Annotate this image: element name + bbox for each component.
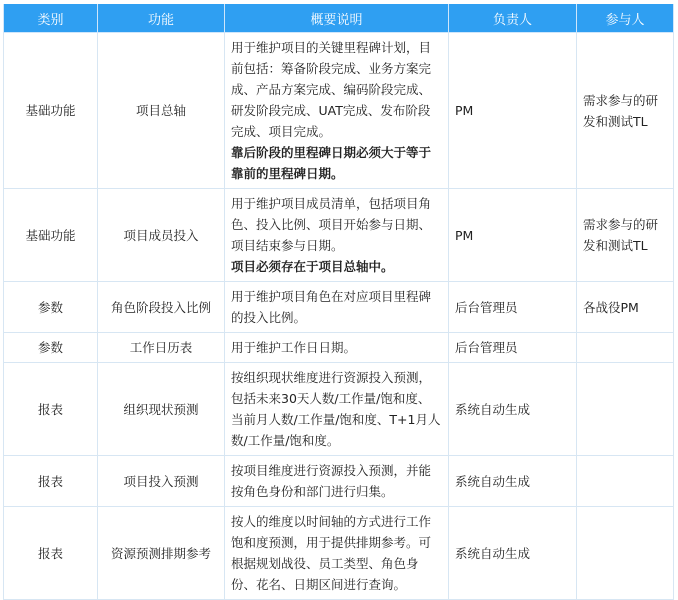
- cell-participant: 需求参与的研发和测试TL: [577, 189, 674, 282]
- cell-participant: [577, 333, 674, 363]
- cell-owner: 系统自动生成: [449, 507, 577, 600]
- cell-owner: 系统自动生成: [449, 456, 577, 507]
- header-category: 类别: [4, 4, 98, 33]
- description-note: 靠后阶段的里程碑日期必须大于等于靠前的里程碑日期。: [231, 145, 432, 181]
- cell-participant: [577, 456, 674, 507]
- cell-function: 资源预测排期参考: [98, 507, 225, 600]
- cell-function: 组织现状预测: [98, 363, 225, 456]
- cell-owner: 后台管理员: [449, 282, 577, 333]
- description-text: 按项目维度进行资源投入预测，并能按角色身份和部门进行归集。: [231, 463, 432, 499]
- cell-description: [225, 507, 449, 600]
- cell-owner: 后台管理员: [449, 333, 577, 363]
- cell-participant: [577, 507, 674, 600]
- cell-owner: 系统自动生成: [449, 363, 577, 456]
- cell-function: 项目投入预测: [98, 456, 225, 507]
- description-text: 用于维护项目的关键里程碑计划，目前包括：筹备阶段完成、业务方案完成、产品方案完成、编码阶段完成、研发阶段完成、UAT完成、发布阶段完成、项目完成。: [231, 40, 432, 139]
- cell-category: 报表: [4, 456, 98, 507]
- description-text: 用于维护项目成员清单，包括项目角色、投入比例、项目开始参与日期、项目结束参与日期。: [231, 196, 432, 253]
- cell-category: 基础功能: [4, 33, 98, 189]
- table-row: [4, 282, 674, 333]
- cell-participant: 各战役PM: [577, 282, 674, 333]
- cell-function: 项目成员投入: [98, 189, 225, 282]
- table-header-row: [4, 4, 674, 33]
- header-function: 功能: [98, 4, 225, 33]
- cell-description: [225, 456, 449, 507]
- cell-category: 报表: [4, 507, 98, 600]
- header-owner: 负责人: [449, 4, 577, 33]
- cell-description: [225, 363, 449, 456]
- table-row: [4, 333, 674, 363]
- cell-description: [225, 282, 449, 333]
- cell-description: [225, 333, 449, 363]
- cell-function: 角色阶段投入比例: [98, 282, 225, 333]
- table-row: [4, 456, 674, 507]
- header-description: 概要说明: [225, 4, 449, 33]
- table-row: [4, 33, 674, 189]
- cell-owner: PM: [449, 33, 577, 189]
- cell-description: [225, 189, 449, 282]
- description-text: 用于维护工作日日期。: [231, 340, 357, 355]
- header-participant: 参与人: [577, 4, 674, 33]
- description-note: 项目必须存在于项目总轴中。: [231, 259, 394, 274]
- table-row: [4, 189, 674, 282]
- cell-description: [225, 33, 449, 189]
- cell-participant: 需求参与的研发和测试TL: [577, 33, 674, 189]
- cell-participant: [577, 363, 674, 456]
- cell-category: 报表: [4, 363, 98, 456]
- description-text: 按组织现状维度进行资源投入预测，包括未来30天人数/工作量/饱和度、当前月人数/工作量/饱和度、T+1月人数/工作量/饱和度。: [231, 370, 441, 448]
- cell-function: 工作日历表: [98, 333, 225, 363]
- table-row: [4, 363, 674, 456]
- description-text: 用于维护项目角色在对应项目里程碑的投入比例。: [231, 289, 432, 325]
- cell-category: 参数: [4, 333, 98, 363]
- description-text: 按人的维度以时间轴的方式进行工作饱和度预测，用于提供排期参考。可根据规划战役、员工类型、角色身份、花名、日期区间进行查询。: [231, 514, 432, 592]
- cell-function: 项目总轴: [98, 33, 225, 189]
- table-row: [4, 507, 674, 600]
- feature-table: [3, 4, 674, 600]
- cell-category: 参数: [4, 282, 98, 333]
- cell-owner: PM: [449, 189, 577, 282]
- cell-category: 基础功能: [4, 189, 98, 282]
